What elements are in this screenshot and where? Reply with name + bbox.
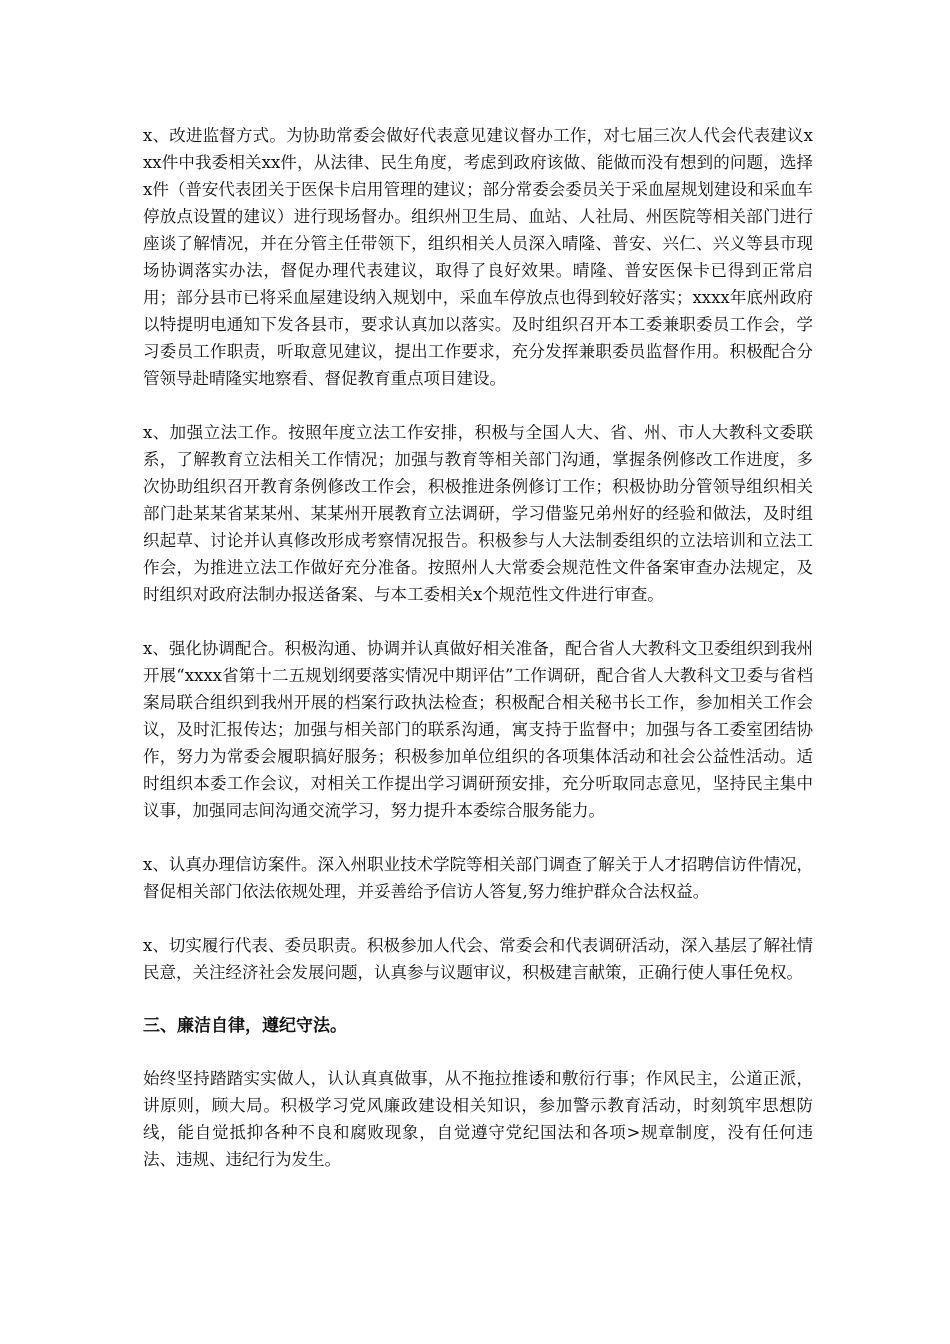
paragraph-integrity: 始终坚持踏踏实实做人，认认真真做事，从不拖拉推诿和敷衍行事；作风民主，公道正派，讲原则，顾大局。积极学习党风廉政建设相关知识，参加警示教育活动，时刻筑牢思想防线，能自觉抵抑各种不良和腐败现象，自觉遵守党纪国法和各项>规章制度，没有任何违法、违规、违纪行为发生。: [143, 1069, 813, 1169]
paragraph-duties: x、切实履行代表、委员职责。积极参加人代会、常委会和代表调研活动，深入基层了解社情民意，关注经济社会发展问题，认真参与议题审议，积极建言献策，正确行使人事任免权。: [143, 936, 813, 982]
document-body: [143, 122, 813, 1200]
paragraph-legislation: x、加强立法工作。按照年度立法工作安排，积极与全国人大、省、州、市人大教科文委联系，了解教育立法相关工作情况；加强与教育等相关部门沟通，掌握条例修改工作进度，多次协助组织召开教育条例修改工作会，积极推进条例修订工作；积极协助分管领导组织相关部门赴某某省某某州、某某州开展教育立法调研，学习借鉴兄弟州好的经验和做法，及时组织起草、讨论并认真修改形成考察情况报告。积极参与人大法制委组织的立法培训和立法工作会，为推进立法工作做好充分准备。按照州人大常委会规范性文件备案审查办法规定，及时组织对政府法制办报送备案、与本工委相关x个规范性文件进行审查。: [143, 423, 813, 604]
paragraph-petitions: x、认真办理信访案件。深入州职业技术学院等相关部门调查了解关于人才招聘信访件情况，督促相关部门依法依规处理，并妥善给予信访人答复,努力维护群众合法权益。: [143, 855, 813, 901]
paragraph-coordination: x、强化协调配合。积极沟通、协调并认真做好相关准备，配合省人大教科文卫委组织到我州开展“xxxx省第十二五规划纲要落实情况中期评估”工作调研，配合省人大教科文卫委与省档案局联合组织到我州开展的档案行政执法检查；积极配合相关秘书长工作，参加相关工作会议，及时汇报传达；加强与相关部门的联系沟通，寓支持于监督中；加强与各工委室团结协作，努力为常委会履职搞好服务；积极参加单位组织的各项集体活动和社会公益性活动。适时组织本委工作会议，对相关工作提出学习调研预安排，充分听取同志意见，坚持民主集中议事，加强同志间沟通交流学习，努力提升本委综合服务能力。: [143, 639, 813, 820]
paragraph-supervision: x、改进监督方式。为协助常委会做好代表意见建议督办工作，对七届三次人代会代表建议xxx件中我委相关xx件，从法律、民生角度，考虑到政府该做、能做而没有想到的问题，选择x件（普安代表团关于医保卡启用管理的建议；部分常委会委员关于采血屋规划建设和采血车停放点设置的建议）进行现场督办。组织州卫生局、血站、人社局、州医院等相关部门进行座谈了解情况，并在分管主任带领下，组织相关人员深入晴隆、普安、兴仁、兴义等县市现场协调落实办法，督促办理代表建议，取得了良好效果。晴隆、普安医保卡已得到正常启用；部分县市已将采血屋建设纳入规划中，采血车停放点也得到较好落实；xxxx年底州政府以特提明电通知下发各县市，要求认真加以落实。及时组织召开本工委兼职委员工作会，学习委员工作职责，听取意见建议，提出工作要求，充分发挥兼职委员监督作用。积极配合分管领导赴晴隆实地察看、督促教育重点项目建设。: [143, 126, 813, 388]
section-heading: 三、廉洁自律，遵纪守法。: [143, 1016, 347, 1036]
